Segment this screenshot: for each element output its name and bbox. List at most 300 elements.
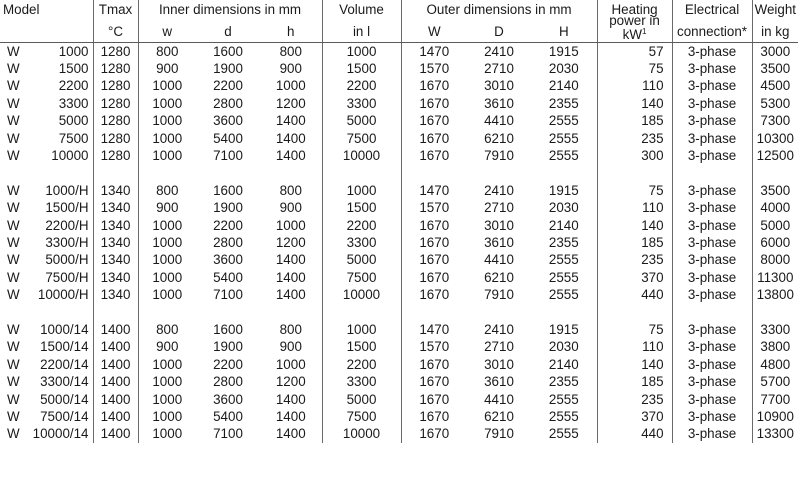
spacer-cell	[0, 165, 18, 182]
spacer-cell	[672, 165, 752, 182]
cell-tmax: 1400	[93, 408, 138, 425]
spacer-cell	[138, 165, 196, 182]
cell-w-outer: 1670	[401, 78, 467, 95]
cell-w-outer: 1670	[401, 408, 467, 425]
cell-volume: 1500	[322, 339, 401, 356]
cell-connection: 3-phase	[672, 391, 752, 408]
cell-weight: 3500	[752, 182, 798, 199]
table-row	[0, 408, 798, 425]
cell-tmax: 1280	[93, 43, 138, 61]
cell-connection: 3-phase	[672, 217, 752, 234]
cell-connection: 3-phase	[672, 408, 752, 425]
cell-h: 1400	[275, 426, 306, 442]
cell-h-outer: 2355	[548, 374, 579, 390]
cell-tmax: 1400	[93, 426, 138, 443]
cell-weight: 10300	[752, 130, 798, 147]
cell-h-outer: 2355	[548, 234, 579, 250]
header-outer-w: W	[401, 22, 467, 43]
spacer-cell	[401, 165, 467, 182]
cell-tmax: 1280	[93, 113, 138, 130]
cell-w: 1000	[138, 113, 196, 130]
cell-connection: 3-phase	[672, 60, 752, 77]
cell-prefix: W	[7, 391, 20, 407]
cell-tmax: 1340	[93, 217, 138, 234]
cell-d: 2800	[213, 95, 243, 111]
cell-tmax: 1340	[93, 286, 138, 303]
cell-w-outer: 1670	[401, 373, 467, 390]
cell-h: 1400	[275, 130, 306, 146]
cell-d: 7100	[213, 148, 243, 164]
cell-weight: 3800	[752, 339, 798, 356]
cell-d: 2200	[213, 356, 243, 372]
cell-volume: 5000	[322, 391, 401, 408]
table-row	[0, 60, 798, 77]
cell-d: 2800	[213, 374, 243, 390]
cell-w-outer: 1670	[401, 286, 467, 303]
cell-tmax: 1280	[93, 60, 138, 77]
cell-power: 57	[597, 43, 672, 61]
group-spacer	[0, 165, 798, 182]
cell-d-outer: 2710	[484, 61, 514, 77]
cell-w-outer: 1670	[401, 234, 467, 251]
cell-tmax: 1280	[93, 78, 138, 95]
cell-w-outer: 1670	[401, 113, 467, 130]
cell-weight: 13800	[752, 286, 798, 303]
cell-h-outer: 2555	[548, 408, 579, 424]
cell-h: 1000	[275, 356, 306, 372]
table-row	[0, 130, 798, 147]
cell-power: 300	[597, 147, 672, 164]
header-tmax: Tmax	[93, 0, 138, 22]
cell-h: 1400	[275, 391, 306, 407]
cell-d-outer: 7910	[484, 287, 514, 303]
cell-d: 1600	[213, 321, 243, 337]
cell-power: 185	[597, 373, 672, 390]
cell-h: 1000	[275, 78, 306, 94]
cell-connection: 3-phase	[672, 339, 752, 356]
header-model-sub	[0, 22, 93, 43]
cell-w-outer: 1470	[401, 43, 467, 61]
cell-power: 235	[597, 130, 672, 147]
cell-model: 1000	[58, 43, 89, 59]
cell-power: 75	[597, 321, 672, 338]
cell-power: 140	[597, 95, 672, 112]
cell-h-outer: 2555	[548, 287, 579, 303]
cell-w-outer: 1670	[401, 130, 467, 147]
cell-model: 2200/H	[45, 217, 89, 233]
cell-volume: 7500	[322, 408, 401, 425]
cell-prefix: W	[7, 78, 20, 94]
header-outer-h: H	[531, 22, 597, 43]
cell-d-outer: 4410	[484, 113, 514, 129]
cell-h: 1200	[275, 374, 306, 390]
cell-w-outer: 1670	[401, 269, 467, 286]
cell-tmax: 1400	[93, 391, 138, 408]
cell-prefix: W	[7, 130, 20, 146]
cell-d: 1900	[213, 200, 243, 216]
cell-prefix: W	[7, 287, 20, 303]
cell-power: 75	[597, 60, 672, 77]
spacer-cell	[752, 304, 798, 321]
table-header	[0, 0, 798, 43]
cell-d-outer: 3010	[484, 356, 514, 372]
table-row	[0, 113, 798, 130]
cell-w: 1000	[138, 356, 196, 373]
cell-connection: 3-phase	[672, 269, 752, 286]
spacer-cell	[0, 304, 18, 321]
cell-tmax: 1400	[93, 373, 138, 390]
spacer-cell	[93, 165, 138, 182]
cell-h-outer: 1915	[548, 43, 579, 59]
header-heating-line3: kW	[622, 27, 642, 42]
cell-h: 900	[279, 61, 302, 77]
cell-model: 1500	[58, 61, 89, 77]
cell-w: 800	[138, 321, 196, 338]
spacer-cell	[467, 165, 531, 182]
cell-model: 3300/14	[40, 374, 89, 390]
cell-connection: 3-phase	[672, 182, 752, 199]
cell-d: 2200	[213, 217, 243, 233]
spacer-cell	[322, 165, 401, 182]
cell-power: 75	[597, 182, 672, 199]
cell-volume: 7500	[322, 269, 401, 286]
cell-w: 800	[138, 182, 196, 199]
cell-connection: 3-phase	[672, 200, 752, 217]
cell-weight: 5300	[752, 95, 798, 112]
cell-prefix: W	[7, 182, 20, 198]
cell-d-outer: 3010	[484, 217, 514, 233]
spacer-cell	[260, 165, 322, 182]
cell-w: 900	[138, 339, 196, 356]
table-body	[0, 43, 798, 443]
cell-connection: 3-phase	[672, 234, 752, 251]
cell-tmax: 1340	[93, 234, 138, 251]
cell-model: 10000	[51, 148, 89, 164]
cell-h: 900	[279, 200, 302, 216]
cell-h: 800	[279, 321, 302, 337]
cell-h: 1200	[275, 95, 306, 111]
table-row	[0, 286, 798, 303]
cell-volume: 2200	[322, 217, 401, 234]
cell-power: 235	[597, 391, 672, 408]
cell-d-outer: 3010	[484, 78, 514, 94]
cell-model: 7500	[58, 130, 89, 146]
cell-d-outer: 4410	[484, 252, 514, 268]
cell-h-outer: 2555	[548, 252, 579, 268]
cell-model: 3300/H	[45, 234, 89, 250]
header-model: Model	[3, 2, 40, 17]
cell-h-outer: 2555	[548, 113, 579, 129]
cell-w-outer: 1670	[401, 252, 467, 269]
cell-h: 1400	[275, 408, 306, 424]
cell-h-outer: 2355	[548, 95, 579, 111]
spacer-cell	[531, 304, 597, 321]
spacer-cell	[401, 304, 467, 321]
cell-connection: 3-phase	[672, 286, 752, 303]
cell-d: 2800	[213, 234, 243, 250]
cell-connection: 3-phase	[672, 373, 752, 390]
cell-connection: 3-phase	[672, 356, 752, 373]
cell-h: 1400	[275, 148, 306, 164]
cell-power: 140	[597, 217, 672, 234]
cell-weight: 10900	[752, 408, 798, 425]
header-heating-footnote: 1	[641, 27, 647, 36]
cell-d-outer: 6210	[484, 269, 514, 285]
cell-prefix: W	[7, 269, 20, 285]
table-row	[0, 426, 798, 443]
cell-volume: 10000	[322, 147, 401, 164]
cell-weight: 6000	[752, 234, 798, 251]
cell-d-outer: 2710	[484, 339, 514, 355]
cell-tmax: 1340	[93, 200, 138, 217]
cell-prefix: W	[7, 200, 20, 216]
cell-w-outer: 1670	[401, 356, 467, 373]
cell-w: 1000	[138, 286, 196, 303]
cell-model: 1000/14	[40, 321, 89, 337]
cell-connection: 3-phase	[672, 43, 752, 61]
cell-h-outer: 2030	[548, 200, 579, 216]
cell-prefix: W	[7, 113, 20, 129]
cell-h-outer: 1915	[548, 182, 579, 198]
cell-d: 5400	[213, 408, 243, 424]
cell-w: 800	[138, 43, 196, 61]
cell-power: 185	[597, 113, 672, 130]
cell-h: 1200	[275, 234, 306, 250]
cell-h-outer: 2555	[548, 426, 579, 442]
cell-tmax: 1340	[93, 269, 138, 286]
header-outer-d: D	[467, 22, 531, 43]
cell-connection: 3-phase	[672, 113, 752, 130]
cell-model: 10000/H	[37, 287, 89, 303]
cell-power: 110	[597, 78, 672, 95]
table-row	[0, 217, 798, 234]
cell-connection: 3-phase	[672, 95, 752, 112]
cell-prefix: W	[7, 95, 20, 111]
cell-w-outer: 1670	[401, 426, 467, 443]
cell-weight: 8000	[752, 252, 798, 269]
cell-volume: 3300	[322, 234, 401, 251]
table-row	[0, 234, 798, 251]
cell-model: 5000/H	[45, 252, 89, 268]
cell-volume: 3300	[322, 95, 401, 112]
spacer-cell	[531, 165, 597, 182]
cell-d: 3600	[213, 391, 243, 407]
spacer-cell	[196, 165, 260, 182]
cell-connection: 3-phase	[672, 321, 752, 338]
cell-h-outer: 2140	[548, 356, 579, 372]
header-inner-dimensions: Inner dimensions in mm	[138, 0, 322, 22]
cell-w: 1000	[138, 217, 196, 234]
table-row	[0, 200, 798, 217]
cell-weight: 11300	[752, 269, 798, 286]
table-row	[0, 182, 798, 199]
cell-volume: 5000	[322, 113, 401, 130]
cell-tmax: 1400	[93, 339, 138, 356]
cell-w-outer: 1670	[401, 217, 467, 234]
cell-tmax: 1280	[93, 130, 138, 147]
cell-model: 2200/14	[40, 356, 89, 372]
cell-w-outer: 1470	[401, 182, 467, 199]
cell-w-outer: 1570	[401, 339, 467, 356]
cell-h-outer: 2030	[548, 339, 579, 355]
spacer-cell	[196, 304, 260, 321]
cell-w: 1000	[138, 95, 196, 112]
cell-d: 1600	[213, 182, 243, 198]
cell-d-outer: 7910	[484, 148, 514, 164]
cell-w: 1000	[138, 426, 196, 443]
cell-prefix: W	[7, 321, 20, 337]
table-row	[0, 269, 798, 286]
cell-d: 7100	[213, 287, 243, 303]
spacer-cell	[597, 304, 672, 321]
cell-connection: 3-phase	[672, 252, 752, 269]
table-row	[0, 373, 798, 390]
cell-d: 3600	[213, 113, 243, 129]
cell-d: 1900	[213, 61, 243, 77]
table-row	[0, 321, 798, 338]
cell-tmax: 1340	[93, 252, 138, 269]
cell-model: 7500/14	[40, 408, 89, 424]
spacer-cell	[260, 304, 322, 321]
cell-d-outer: 2410	[484, 182, 514, 198]
cell-volume: 10000	[322, 286, 401, 303]
header-inner-h: h	[260, 22, 322, 43]
cell-volume: 1500	[322, 60, 401, 77]
cell-d-outer: 4410	[484, 391, 514, 407]
cell-connection: 3-phase	[672, 426, 752, 443]
cell-w-outer: 1670	[401, 391, 467, 408]
cell-d-outer: 3610	[484, 374, 514, 390]
cell-d-outer: 3610	[484, 234, 514, 250]
cell-h: 1400	[275, 113, 306, 129]
group-spacer	[0, 304, 798, 321]
spacer-cell	[467, 304, 531, 321]
cell-volume: 2200	[322, 356, 401, 373]
cell-h: 1400	[275, 269, 306, 285]
cell-volume: 7500	[322, 130, 401, 147]
header-inner-d: d	[196, 22, 260, 43]
cell-w-outer: 1670	[401, 95, 467, 112]
header-heating-sub	[597, 13, 672, 43]
cell-power: 370	[597, 269, 672, 286]
cell-w: 1000	[138, 147, 196, 164]
cell-d-outer: 6210	[484, 130, 514, 146]
cell-d: 3600	[213, 252, 243, 268]
cell-h-outer: 2140	[548, 217, 579, 233]
cell-volume: 1000	[322, 321, 401, 338]
cell-d: 7100	[213, 426, 243, 442]
cell-prefix: W	[7, 339, 20, 355]
spacer-cell	[138, 304, 196, 321]
cell-d: 5400	[213, 269, 243, 285]
cell-prefix: W	[7, 252, 20, 268]
table-row	[0, 147, 798, 164]
cell-prefix: W	[7, 408, 20, 424]
table-row	[0, 43, 798, 61]
cell-h-outer: 2555	[548, 130, 579, 146]
cell-d-outer: 2710	[484, 200, 514, 216]
cell-tmax: 1400	[93, 321, 138, 338]
cell-model: 1000/H	[45, 182, 89, 198]
spacer-cell	[597, 165, 672, 182]
cell-d-outer: 2410	[484, 43, 514, 59]
cell-weight: 12500	[752, 147, 798, 164]
cell-power: 110	[597, 339, 672, 356]
cell-tmax: 1400	[93, 356, 138, 373]
cell-prefix: W	[7, 43, 20, 59]
cell-w-outer: 1570	[401, 200, 467, 217]
header-electrical: Electrical	[672, 0, 752, 22]
cell-model: 10000/14	[32, 426, 89, 442]
cell-volume: 3300	[322, 373, 401, 390]
cell-weight: 7300	[752, 113, 798, 130]
cell-power: 185	[597, 234, 672, 251]
cell-h: 800	[279, 43, 302, 59]
cell-connection: 3-phase	[672, 130, 752, 147]
cell-h: 800	[279, 182, 302, 198]
cell-model: 5000/14	[40, 391, 89, 407]
cell-volume: 5000	[322, 252, 401, 269]
cell-weight: 4800	[752, 356, 798, 373]
cell-d-outer: 3610	[484, 95, 514, 111]
table-row	[0, 339, 798, 356]
cell-h-outer: 2555	[548, 269, 579, 285]
header-weight: Weight	[752, 0, 798, 22]
cell-prefix: W	[7, 61, 20, 77]
cell-weight: 13300	[752, 426, 798, 443]
cell-volume: 2200	[322, 78, 401, 95]
cell-w: 1000	[138, 130, 196, 147]
cell-volume: 1000	[322, 182, 401, 199]
table-row	[0, 78, 798, 95]
header-heating-line1: Heating	[611, 2, 658, 17]
cell-model: 2200	[58, 78, 89, 94]
cell-power: 440	[597, 286, 672, 303]
cell-tmax: 1340	[93, 182, 138, 199]
cell-weight: 5000	[752, 217, 798, 234]
cell-weight: 4000	[752, 200, 798, 217]
header-electrical-sub: connection*	[672, 22, 752, 43]
table-row	[0, 252, 798, 269]
cell-model: 1500/14	[40, 339, 89, 355]
cell-model: 5000	[58, 113, 89, 129]
cell-weight: 3500	[752, 60, 798, 77]
cell-volume: 1000	[322, 43, 401, 61]
header-tmax-unit: °C	[93, 22, 138, 43]
cell-weight: 7700	[752, 391, 798, 408]
cell-w: 900	[138, 60, 196, 77]
spacer-cell	[752, 165, 798, 182]
cell-connection: 3-phase	[672, 147, 752, 164]
header-volume-unit: in l	[322, 22, 401, 43]
cell-weight: 5700	[752, 373, 798, 390]
cell-h: 1400	[275, 287, 306, 303]
cell-weight: 3000	[752, 43, 798, 61]
cell-h-outer: 2140	[548, 78, 579, 94]
cell-power: 110	[597, 200, 672, 217]
table-row	[0, 356, 798, 373]
cell-power: 140	[597, 356, 672, 373]
cell-h: 900	[279, 339, 302, 355]
cell-prefix: W	[7, 356, 20, 372]
cell-h-outer: 2030	[548, 61, 579, 77]
cell-weight: 3300	[752, 321, 798, 338]
cell-h: 1000	[275, 217, 306, 233]
cell-prefix: W	[7, 374, 20, 390]
cell-model: 3300	[58, 95, 89, 111]
cell-w: 1000	[138, 234, 196, 251]
spacer-cell	[93, 304, 138, 321]
